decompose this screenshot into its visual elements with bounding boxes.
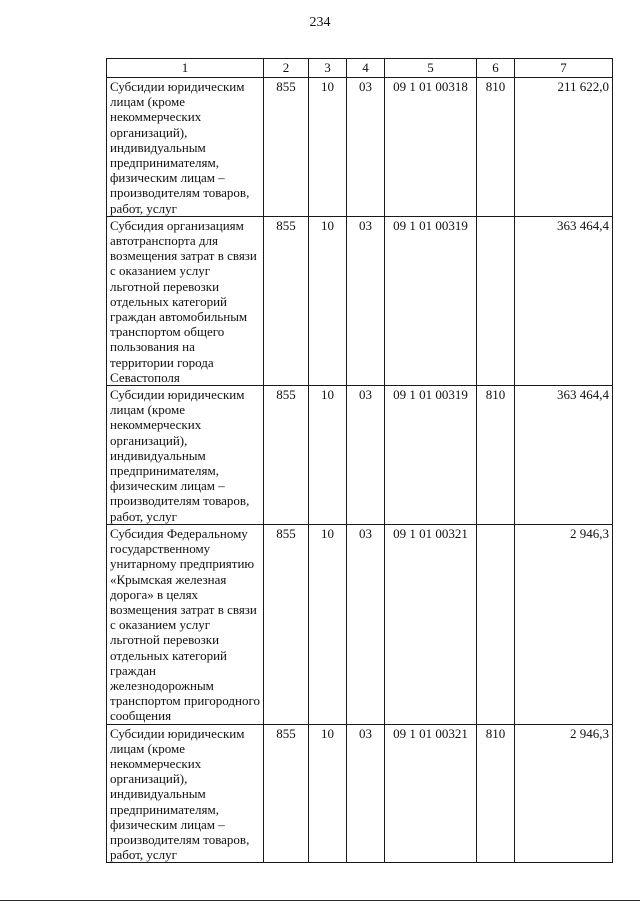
header-col-2: 2 <box>264 59 309 78</box>
row-subsection-code: 03 <box>347 724 385 863</box>
table-header <box>107 59 613 78</box>
row-section-code: 10 <box>309 78 347 217</box>
row-name: Субсидии юридическим лицам (кроме некоммерческих организаций), индивидуальным предпринимателям, физическим лицам – производителям товаров, работ, услуг <box>107 724 264 863</box>
header-col-1: 1 <box>107 59 264 78</box>
table-row <box>107 386 613 525</box>
row-ministry-code: 855 <box>264 724 309 863</box>
row-name: Субсидия организациям автотранспорта для возмещения затрат в связи с оказанием услуг льготной перевозки отдельных категорий граждан автомобильным транспортом общего пользования на территории города Севастополя <box>107 216 264 385</box>
row-section-code: 10 <box>309 524 347 724</box>
header-col-3: 3 <box>309 59 347 78</box>
header-row <box>107 59 613 78</box>
row-expense-type-code <box>477 524 515 724</box>
row-section-code: 10 <box>309 724 347 863</box>
row-expense-type-code: 810 <box>477 724 515 863</box>
row-ministry-code: 855 <box>264 386 309 525</box>
row-name: Субсидии юридическим лицам (кроме некоммерческих организаций), индивидуальным предпринимателям, физическим лицам – производителям товаров, работ, услуг <box>107 78 264 217</box>
table-row <box>107 216 613 385</box>
header-col-6: 6 <box>477 59 515 78</box>
row-subsection-code: 03 <box>347 386 385 525</box>
row-section-code: 10 <box>309 216 347 385</box>
row-amount: 2 946,3 <box>515 724 613 863</box>
row-expense-type-code: 810 <box>477 386 515 525</box>
row-ministry-code: 855 <box>264 524 309 724</box>
row-target-code: 09 1 01 00319 <box>385 386 477 525</box>
table-row <box>107 78 613 217</box>
header-col-7: 7 <box>515 59 613 78</box>
row-amount: 2 946,3 <box>515 524 613 724</box>
table-row <box>107 524 613 724</box>
table-row <box>107 724 613 863</box>
row-name: Субсидии юридическим лицам (кроме некоммерческих организаций), индивидуальным предпринимателям, физическим лицам – производителям товаров, работ, услуг <box>107 386 264 525</box>
header-col-5: 5 <box>385 59 477 78</box>
row-target-code: 09 1 01 00321 <box>385 524 477 724</box>
row-subsection-code: 03 <box>347 524 385 724</box>
row-expense-type-code: 810 <box>477 78 515 217</box>
page-number: 234 <box>309 15 331 30</box>
row-expense-type-code <box>477 216 515 385</box>
row-name: Субсидия Федеральному государственному унитарному предприятию «Крымская железная дорога» в целях возмещения затрат в связи с оказанием услуг льготной перевозки отдельных категорий граждан железнодорожным транспортом пригородного сообщения <box>107 524 264 724</box>
row-ministry-code: 855 <box>264 216 309 385</box>
budget-table <box>106 58 613 863</box>
page-bottom-rule <box>0 900 640 901</box>
header-col-4: 4 <box>347 59 385 78</box>
row-section-code: 10 <box>309 386 347 525</box>
row-amount: 363 464,4 <box>515 216 613 385</box>
row-amount: 363 464,4 <box>515 386 613 525</box>
row-ministry-code: 855 <box>264 78 309 217</box>
row-subsection-code: 03 <box>347 216 385 385</box>
row-target-code: 09 1 01 00318 <box>385 78 477 217</box>
row-subsection-code: 03 <box>347 78 385 217</box>
row-target-code: 09 1 01 00321 <box>385 724 477 863</box>
row-amount: 211 622,0 <box>515 78 613 217</box>
table-body <box>107 78 613 863</box>
row-target-code: 09 1 01 00319 <box>385 216 477 385</box>
